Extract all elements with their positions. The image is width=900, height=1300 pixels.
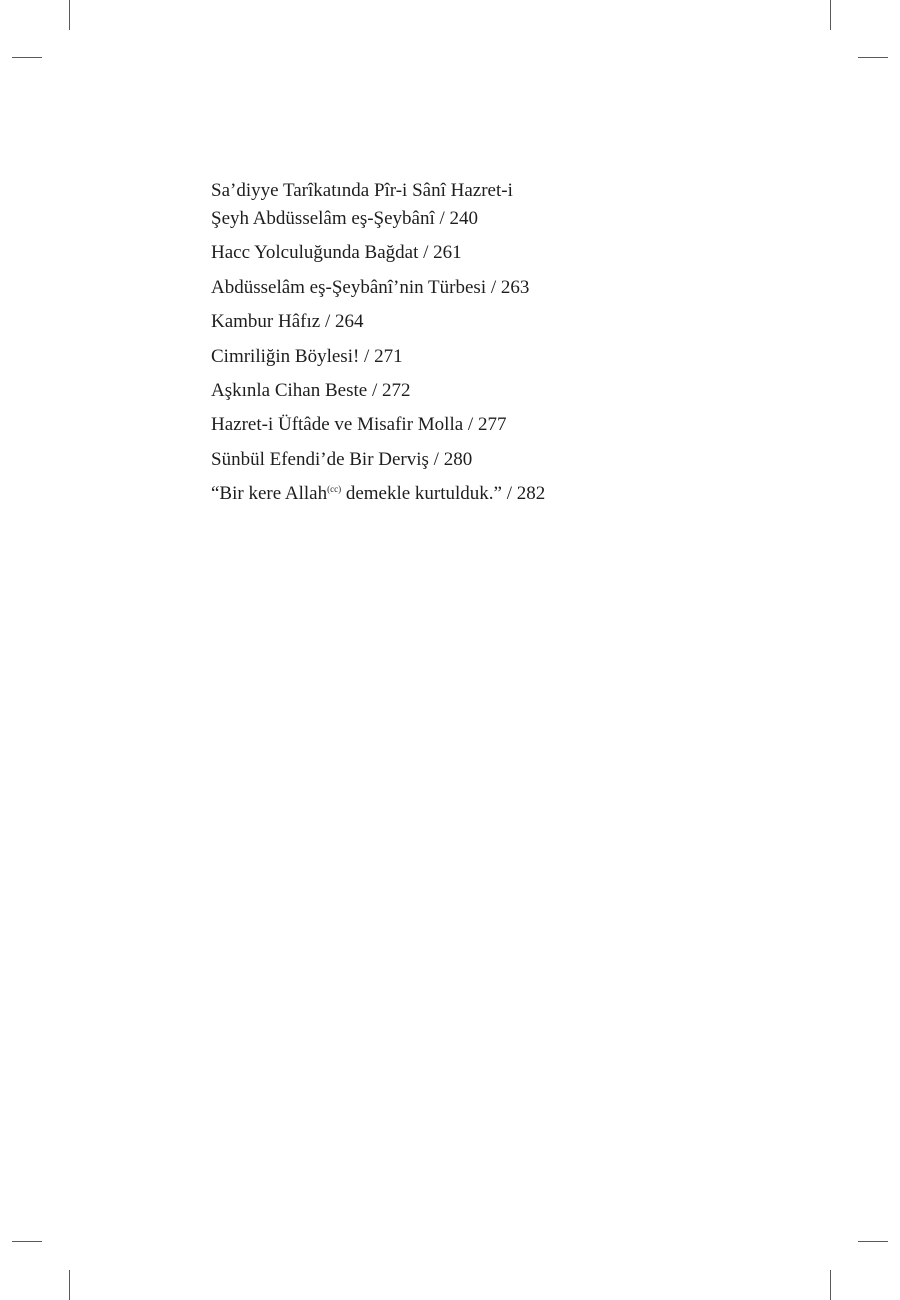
toc-entry: Kambur Hâfız / 264 xyxy=(211,311,364,333)
toc-entry-line: Şeyh Abdüsselâm eş-Şeybânî / 240 xyxy=(211,208,479,229)
toc-entry-line: Sa’diyye Tarîkatında Pîr-i Sânî Hazret-i xyxy=(211,180,513,201)
toc-entry: Aşkınla Cihan Beste / 272 xyxy=(211,379,411,401)
toc-entry: Hacc Yolculuğunda Bağdat / 261 xyxy=(211,242,462,264)
crop-mark-bottom-left-horizontal xyxy=(12,1241,42,1242)
table-of-contents xyxy=(211,177,771,515)
crop-mark-top-right-horizontal xyxy=(858,57,888,58)
crop-mark-top-right-vertical xyxy=(830,0,831,30)
toc-entry: Cimriliğin Böylesi! / 271 xyxy=(211,345,403,367)
crop-mark-top-left-horizontal xyxy=(12,57,42,58)
toc-entry: Hazret-i Üftâde ve Misafir Molla / 277 xyxy=(211,414,507,436)
toc-entry: Abdüsselâm eş-Şeybânî’nin Türbesi / 263 xyxy=(211,276,530,298)
toc-entry xyxy=(211,177,771,233)
crop-mark-bottom-right-vertical xyxy=(830,1270,831,1300)
toc-entry-text-before: “Bir kere Allah xyxy=(211,483,328,505)
toc-entry xyxy=(211,480,771,508)
crop-mark-bottom-right-horizontal xyxy=(858,1241,888,1242)
toc-entry-text-after: demekle kurtulduk.” / 282 xyxy=(341,483,546,505)
toc-entry: Sünbül Efendi’de Bir Derviş / 280 xyxy=(211,448,473,470)
honorific-superscript: (cc) xyxy=(327,484,342,495)
crop-mark-top-left-vertical xyxy=(69,0,70,30)
crop-mark-bottom-left-vertical xyxy=(69,1270,70,1300)
